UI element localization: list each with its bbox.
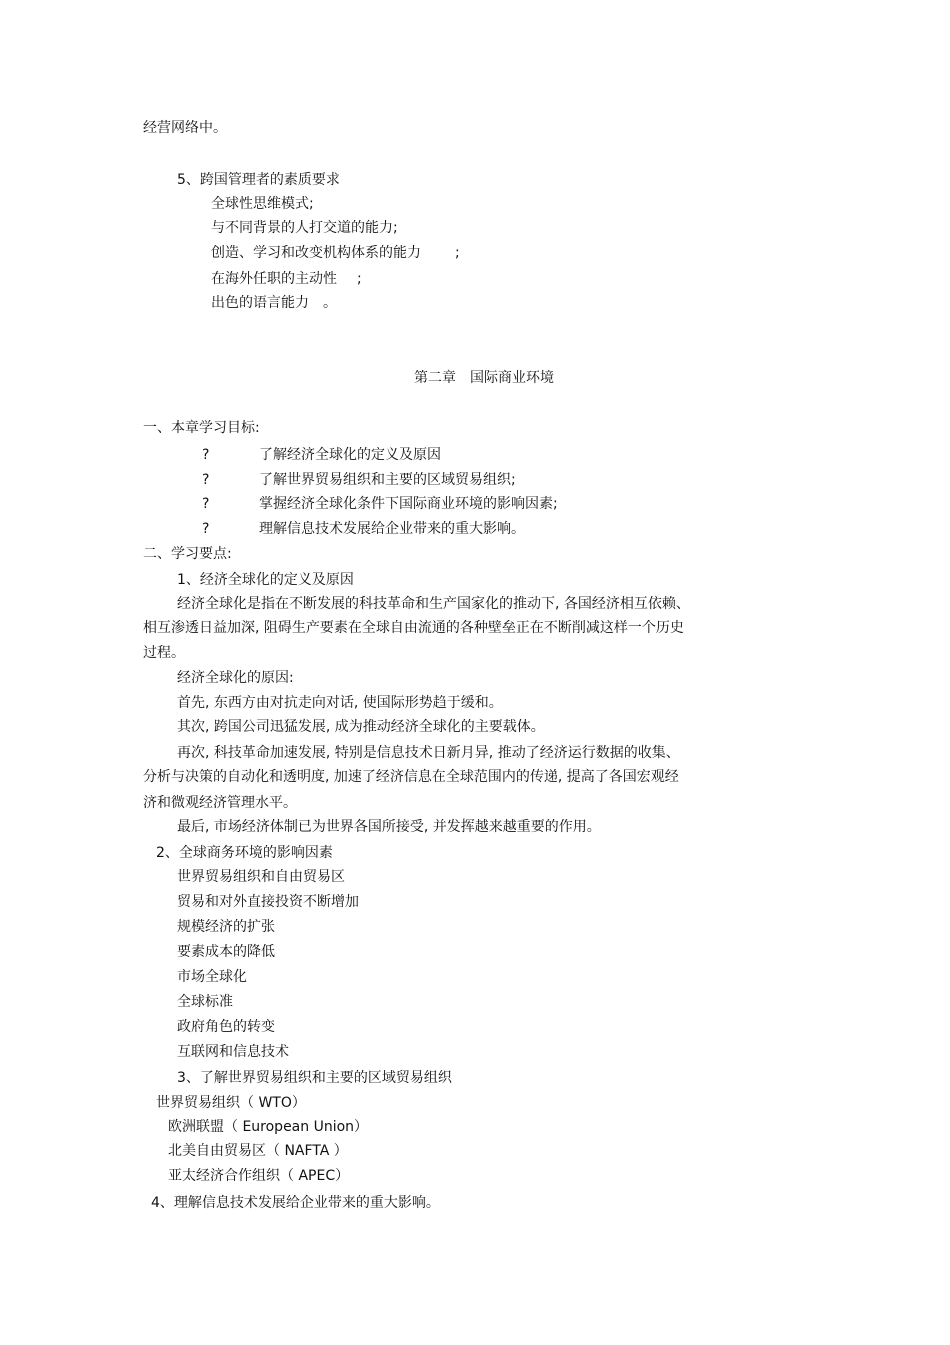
factor-item: 全球标准 — [177, 994, 233, 1010]
section-5-title: 5、跨国管理者的素质要求 — [177, 172, 340, 188]
goal-item: 掌握经济全球化条件下国际商业环境的影响因素; — [259, 496, 558, 512]
organization-item: 亚太经济合作组织（ APEC） — [168, 1168, 350, 1184]
factor-item: 规模经济的扩张 — [177, 919, 275, 935]
reason-line: 最后, 市场经济体制已为世界各国所接受, 并发挥越来越重要的作用。 — [177, 819, 601, 835]
organization-item: 北美自由贸易区（ NAFTA ） — [168, 1143, 348, 1159]
s5-item-text: 出色的语言能力 — [211, 295, 309, 311]
factor-item: 要素成本的降低 — [177, 944, 275, 960]
reason-line: 其次, 跨国公司迅猛发展, 成为推动经济全球化的主要载体。 — [177, 719, 545, 735]
s5-item: 全球性思维模式; — [211, 196, 314, 212]
point-3-title: 3、了解世界贸易组织和主要的区域贸易组织 — [177, 1070, 452, 1086]
s5-item-text: 在海外任职的主动性 — [211, 271, 337, 287]
reason-line: 再次, 科技革命加速发展, 特别是信息技术日新月异, 推动了经济运行数据的收集、 — [177, 745, 680, 761]
point-4-title: 4、理解信息技术发展给企业带来的重大影响。 — [151, 1195, 440, 1211]
organization-item: 欧洲联盟（ European Union） — [168, 1119, 369, 1135]
organization-item: 世界贸易组织（ WTO） — [156, 1095, 306, 1111]
goal-item: 了解世界贸易组织和主要的区域贸易组织; — [259, 472, 516, 488]
reason-line: 分析与决策的自动化和透明度, 加速了经济信息在全球范围内的传递, 提高了各国宏观经 — [143, 769, 679, 785]
s5-item-end: ; — [357, 271, 362, 287]
s5-item — [211, 270, 362, 288]
chapter-number: 第二章 — [414, 370, 456, 386]
goal-item: 理解信息技术发展给企业带来的重大影响。 — [259, 521, 525, 537]
s5-item — [211, 294, 337, 312]
factor-item: 政府角色的转变 — [177, 1019, 275, 1035]
s5-item-end: ; — [455, 245, 460, 261]
goal-bullet: ? — [202, 521, 210, 537]
goals-heading: 一、本章学习目标: — [143, 420, 260, 436]
chapter-title: 国际商业环境 — [470, 370, 554, 386]
paragraph-line: 过程。 — [143, 645, 185, 661]
goal-item: 了解经济全球化的定义及原因 — [259, 447, 441, 463]
chapter-heading — [414, 369, 554, 387]
point-1-title: 1、经济全球化的定义及原因 — [177, 572, 354, 588]
s5-item: 与不同背景的人打交道的能力; — [211, 220, 398, 236]
s5-item-text: 创造、学习和改变机构体系的能力 — [211, 245, 421, 261]
goal-bullet: ? — [202, 447, 210, 463]
points-heading: 二、学习要点: — [143, 546, 232, 562]
reasons-title: 经济全球化的原因: — [177, 670, 294, 686]
reason-line: 济和微观经济管理水平。 — [143, 795, 297, 811]
goal-bullet: ? — [202, 496, 210, 512]
point-2-title: 2、全球商务环境的影响因素 — [156, 845, 333, 861]
factor-item: 市场全球化 — [177, 969, 247, 985]
continuation-text: 经营网络中。 — [143, 120, 227, 136]
factor-item: 互联网和信息技术 — [177, 1044, 289, 1060]
s5-item-end: 。 — [323, 295, 337, 311]
goal-bullet: ? — [202, 472, 210, 488]
paragraph-line: 相互渗透日益加深, 阻碍生产要素在全球自由流通的各种壁垒正在不断削减这样一个历史 — [143, 620, 684, 636]
factor-item: 世界贸易组织和自由贸易区 — [177, 869, 345, 885]
paragraph-line: 经济全球化是指在不断发展的科技革命和生产国家化的推动下, 各国经济相互依赖、 — [177, 596, 690, 612]
reason-line: 首先, 东西方由对抗走向对话, 使国际形势趋于缓和。 — [177, 695, 503, 711]
factor-item: 贸易和对外直接投资不断增加 — [177, 894, 359, 910]
s5-item — [211, 244, 460, 262]
